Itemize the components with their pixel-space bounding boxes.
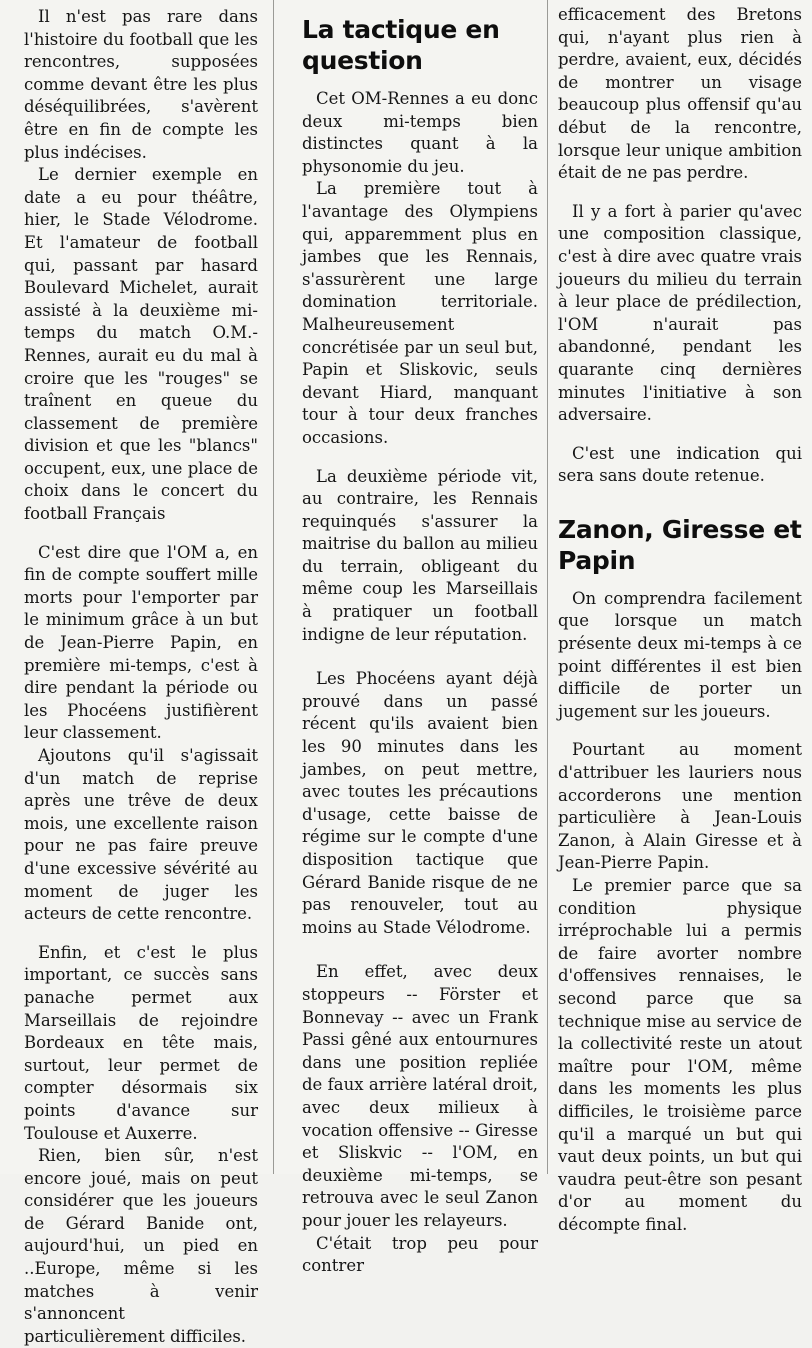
paragraph: Le dernier exemple en date a eu pour théâtre, hier, le Stade Vélodrome. Et l'amateur de football qui, passant par hasard Boulevard Michelet, aurait assisté à la deuxième mi-temps du match O.M.-Rennes, aurait eu du mal à croire que les "rouges" se traînent en queue du classement de première division et que les "blancs" occupent, eux, une place de choix dans le concert du football Français	[24, 165, 258, 524]
paragraph: Ajoutons qu'il s'agissait d'un match de reprise après une trêve de deux mois, une excellente raison pour ne pas faire preuve d'une excessive sévérité au moment de juger les acteurs de cette rencontre.	[24, 746, 258, 924]
paragraph: C'était trop peu pour contrer	[302, 1233, 538, 1276]
paragraph: efficacement des Bretons qui, n'ayant plus rien à perdre, avaient, eux, décidés de montrer un visage beaucoup plus offensif qu'au début de la rencontre, lorsque leur unique ambition était de ne pas perdre.	[558, 5, 802, 183]
paragraph: Rien, bien sûr, n'est encore joué, mais on peut considérer que les joueurs de Gérard Banide ont, aujourd'hui, un pied en ..Europe, même si les matches à venir s'annoncent particulièrement difficiles.	[24, 1146, 258, 1346]
column-divider	[273, 0, 274, 1174]
paragraph: La deuxième période vit, au contraire, les Rennais requinqués s'assurer la maitrise du ballon au milieu du terrain, obligeant du même coup les Marseillais à pratiquer un football indigne de leur réputation.	[302, 466, 538, 644]
column-2	[280, 0, 546, 1276]
paragraph: C'est une indication qui sera sans doute retenue.	[558, 443, 802, 486]
paragraph: Il n'est pas rare dans l'histoire du football que les rencontres, supposées comme devant être les plus déséquilibrées, s'avèrent être en fin de compte les plus indécises.	[24, 7, 258, 162]
paragraph: Les Phocéens ayant déjà prouvé dans un passé récent qu'ils avaient bien les 90 minutes dans les jambes, on peut mettre, avec toutes les précautions d'usage, cette baisse de régime sur le compte d'une disposition tactique que Gérard Banide risque de ne pas renouveler, tout au moins au Stade Vélodrome.	[302, 669, 538, 937]
paragraph: La première tout à l'avantage des Olympiens qui, apparemment plus en jambes que les Rennais, s'assurèrent une large domination territoriale. Malheureusement concrétisée par un seul but, Papin et Sliskovic, seuls devant Hiard, manquant tour à tour deux franches occasions.	[302, 179, 538, 447]
column-3	[548, 0, 812, 1234]
section-heading: Zanon, Giresse et Papin	[558, 514, 802, 575]
paragraph: On comprendra facilement que lorsque un match présente deux mi-temps à ce point différentes il est bien difficile de porter un jugement sur les joueurs.	[558, 588, 802, 721]
paragraph: Pourtant au moment d'attribuer les lauriers nous accorderons une mention particulière à Jean-Louis Zanon, à Alain Giresse et à Jean-Pierre Papin.	[558, 740, 802, 873]
paragraph: C'est dire que l'OM a, en fin de compte souffert mille morts pour l'emporter par le minimum grâce à un but de Jean-Pierre Papin, en première mi-temps, c'est à dire pendant la période ou les Phocéens justifièrent leur classement.	[24, 542, 258, 743]
column-1	[0, 0, 268, 1346]
paragraph: En effet, avec deux stoppeurs -- Förster et Bonnevay -- avec un Frank Passi gêné aux entournures dans une position repliée de faux arrière latéral droit, avec deux milieux à vocation offensive -- Giresse et Sliskvic -- l'OM, en deuxième mi-temps, se retrouva avec le seul Zanon pour jouer les relayeurs.	[302, 962, 538, 1230]
paragraph: Enfin, et c'est le plus important, ce succès sans panache permet aux Marseillais de rejoindre Bordeaux en tête mais, surtout, leur permet de compter désormais six points d'avance sur Toulouse et Auxerre.	[24, 942, 258, 1143]
paragraph: Le premier parce que sa condition physique irréprochable lui a permis de faire avorter nombre d'offensives rennaises, le second parce que sa technique mise au service de la collectivité reste un atout maître pour l'OM, même dans les moments les plus difficiles, le troisième parce qu'il a marqué un but qui vaut deux points, un but qui vaudra peut-être son pesant d'or au moment du décompte final.	[558, 876, 802, 1234]
section-heading: La tactique en question	[302, 15, 500, 75]
paragraph: Cet OM-Rennes a eu donc deux mi-temps bien distinctes quant à la physonomie du jeu.	[302, 89, 538, 176]
paragraph: Il y a fort à parier qu'avec une composition classique, c'est à dire avec quatre vrais joueurs du milieu du terrain à leur place de prédilection, l'OM n'aurait pas abandonné, pendant les quarante cinq dernières minutes l'initiative à son adversaire.	[558, 201, 802, 425]
